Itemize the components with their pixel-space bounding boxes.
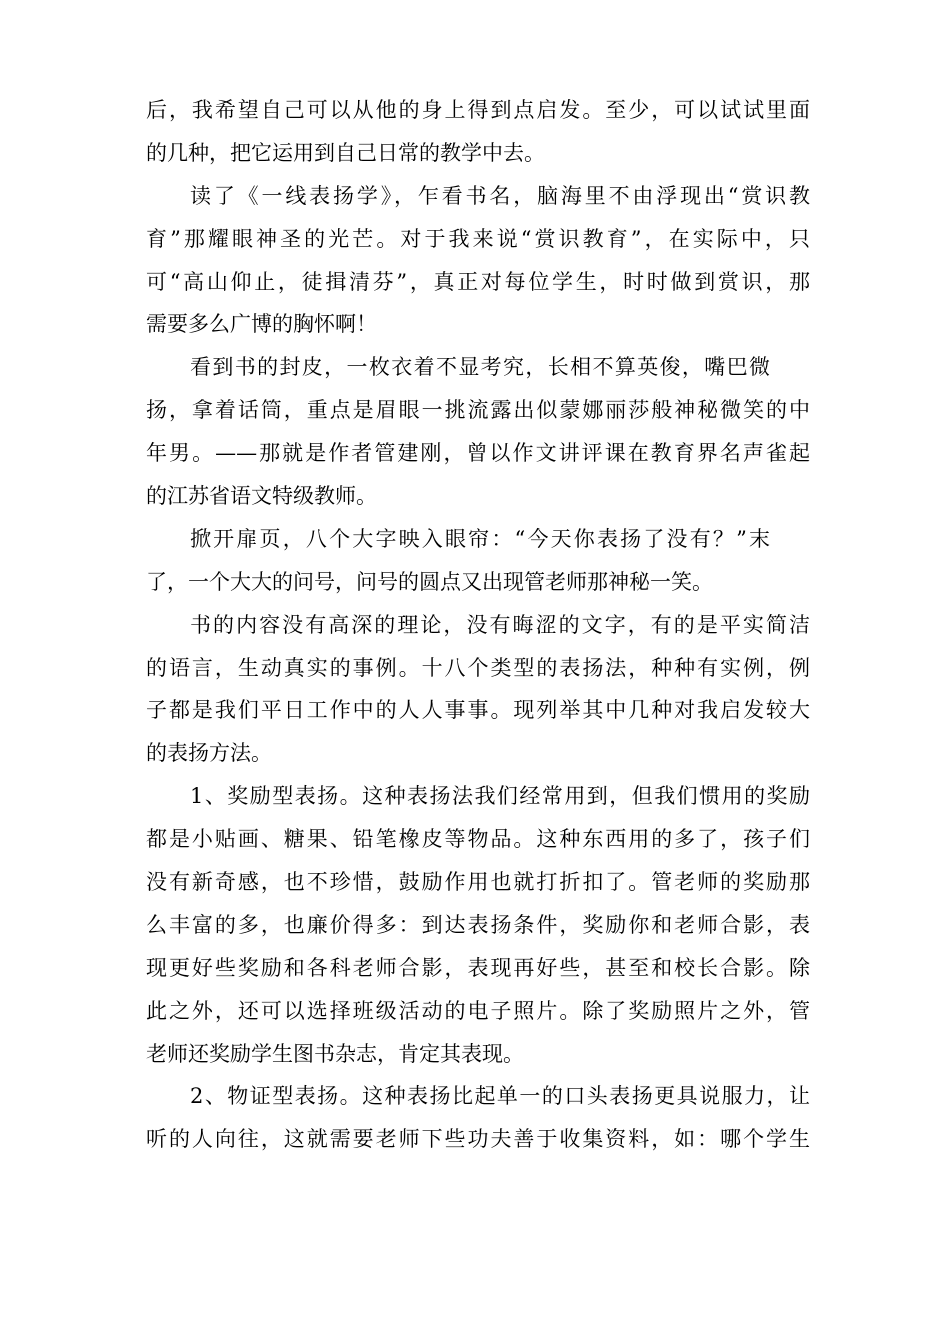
- text-line: 老师还奖励学生图书杂志，肯定其表现。: [146, 1041, 524, 1066]
- text-line: 育”那耀眼神圣的光芒。对于我来说“赏识教育”，在实际中，只: [146, 226, 810, 251]
- paragraph-first-line: 掀开扉页，八个大字映入眼帘：“今天你表扬了没有？”末: [190, 526, 770, 551]
- text-line: 可“高山仰止，徒揖清芬”，真正对每位学生，时时做到赏识，那: [146, 269, 810, 294]
- text-line: 现更好些奖励和各科老师合影，表现再好些，甚至和校长合影。除: [146, 955, 810, 980]
- text-line: 都是小贴画、糖果、铅笔橡皮等物品。这种东西用的多了，孩子们: [146, 827, 810, 852]
- text-line: 的几种，把它运用到自己日常的教学中去。: [146, 140, 545, 165]
- text-line: 扬，拿着话筒，重点是眉眼一挑流露出似蒙娜丽莎般神秘微笑的中: [146, 398, 810, 423]
- text-line: 么丰富的多，也廉价得多：到达表扬条件，奖励你和老师合影，表: [146, 912, 810, 937]
- paragraph-first-line: 2、物证型表扬。这种表扬比起单一的口头表扬更具说服力，让: [190, 1084, 810, 1109]
- paragraph-first-line: 书的内容没有高深的理论，没有晦涩的文字，有的是平实简洁: [190, 612, 810, 637]
- text-line: 了，一个大大的问号，问号的圆点又出现管老师那神秘一笑。: [146, 569, 713, 594]
- text-line: 此之外，还可以选择班级活动的电子照片。除了奖励照片之外，管: [146, 998, 810, 1023]
- text-line: 的语言，生动真实的事例。十八个类型的表扬法，种种有实例，例: [146, 655, 810, 680]
- text-line: 的表扬方法。: [146, 741, 272, 766]
- paragraph-first-line: 1、奖励型表扬。这种表扬法我们经常用到，但我们惯用的奖励: [190, 784, 810, 809]
- text-line: 年男。——那就是作者管建刚，曾以作文讲评课在教育界名声雀起: [146, 441, 810, 466]
- text-line: 没有新奇感，也不珍惜，鼓励作用也就打折扣了。管老师的奖励那: [146, 870, 810, 895]
- document-body: [146, 89, 810, 1161]
- text-line: 子都是我们平日工作中的人人事事。现列举其中几种对我启发较大: [146, 698, 810, 723]
- text-line: 听的人向往，这就需要老师下些功夫善于收集资料，如：哪个学生: [146, 1127, 810, 1152]
- text-line: 需要多么广博的胸怀啊！: [146, 312, 377, 337]
- text-line: 的江苏省语文特级教师。: [146, 484, 377, 509]
- text-line: 后，我希望自己可以从他的身上得到点启发。至少，可以试试里面: [146, 98, 810, 122]
- paragraph-first-line: 读了《一线表扬学》，乍看书名，脑海里不由浮现出“赏识教: [190, 183, 810, 208]
- paragraph-first-line: 看到书的封皮，一枚衣着不显考究，长相不算英俊，嘴巴微: [190, 355, 770, 380]
